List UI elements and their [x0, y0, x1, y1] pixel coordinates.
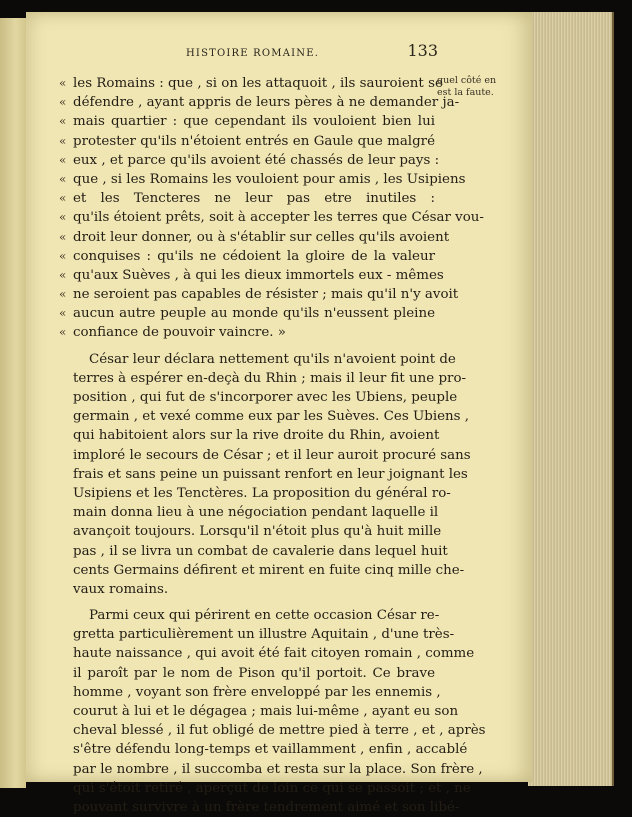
text-line: s'être défendu long-temps et vaillamment , enfin , accablé	[73, 742, 468, 758]
quote-mark: «	[59, 210, 67, 225]
page-number: 133	[407, 41, 438, 60]
quote-mark: «	[59, 248, 67, 263]
quote-mark: «	[59, 171, 67, 186]
quote-mark: «	[59, 287, 67, 302]
text-line: « que , si les Romains les vouloient pour amis , les Usipiens	[73, 170, 435, 189]
text-line: il paroît par le nom de Pison qu'il portoit. Ce brave	[73, 665, 435, 681]
text-line: vaux romains.	[73, 581, 169, 597]
text-line: qui habitoient alors sur la rive droite du Rhin, avoient	[73, 428, 440, 444]
text-line: César leur déclara nettement qu'ils n'avoient point de	[89, 351, 456, 367]
text-line: « et les Tencteres ne leur pas etre inutiles :	[73, 189, 435, 208]
text-line: cents Germains défirent et mirent en fuite cinq mille che-	[73, 562, 465, 578]
text-line: germain , et vexé comme eux par les Suèves. Ces Ubiens ,	[73, 409, 470, 425]
text-line: terres à espérer en-deçà du Rhin ; mais il leur fit une pro-	[73, 370, 467, 386]
text-line: « confiance de pouvoir vaincre. »	[73, 323, 435, 342]
text-line: « les Romains : que , si on les attaquoit , ils sauroient se	[73, 74, 435, 93]
quote-mark: «	[59, 306, 67, 321]
quote-mark: «	[59, 267, 67, 282]
quote-mark: «	[59, 114, 67, 129]
page-header	[60, 41, 438, 65]
running-title: HISTOIRE ROMAINE.	[186, 48, 320, 59]
text-line: Parmi ceux qui périrent en cette occasion César re-	[89, 608, 440, 624]
text-line: courut à lui et le dégagea ; mais lui-même , ayant eu son	[73, 704, 459, 719]
text-line: gretta particulièrement un illustre Aquitain , d'une très-	[73, 627, 455, 643]
text-line: avançoit toujours. Lorsqu'il n'étoit plus qu'à huit mille	[73, 524, 442, 540]
text-line: « aucun autre peuple au monde qu'ils n'eussent pleine	[73, 304, 435, 323]
facing-page-edge	[0, 18, 26, 788]
text-line: homme , voyant son frère enveloppé par les ennemis ,	[73, 684, 441, 700]
quote-mark: «	[59, 229, 67, 244]
quote-mark: «	[59, 76, 67, 90]
paragraph-pison	[73, 606, 486, 817]
margin-note: quel côté en est la faute.	[437, 75, 497, 98]
text-line: « droit leur donner, ou à s'établir sur celles qu'ils avoient	[73, 228, 435, 247]
text-line: cheval blessé , il fut obligé de mettre pied à terre , et , après	[73, 723, 486, 739]
book-page-edges	[528, 12, 614, 786]
text-line: pas , il se livra un combat de cavalerie dans lequel huit	[73, 543, 448, 559]
quote-mark: «	[59, 325, 67, 340]
text-line: par le nombre , il succomba et resta sur la place. Son frère ,	[73, 761, 483, 777]
text-line: « conquises : qu'ils ne cédoient la gloire de la valeur	[73, 247, 435, 266]
text-line: « défendre , ayant appris de leurs pères à ne demander ja-	[73, 93, 435, 112]
text-line: « mais quartier : que cependant ils vouloient bien lui	[73, 112, 435, 131]
text-line: qui s'étoit retiré , aperçut de loin ce qui se passoit ; et , ne	[73, 780, 471, 796]
text-line: position , qui fut de s'incorporer avec les Ubiens, peuple	[73, 390, 458, 405]
text-line: Usipiens et les Tenctères. La proposition du général ro-	[73, 485, 451, 501]
text-line: « protester qu'ils n'étoient entrés en Gaule que malgré	[73, 132, 435, 151]
text-line: « qu'ils étoient prêts, soit à accepter les terres que César vou-	[73, 208, 435, 227]
text-line: pouvant survivre à un frère tendrement aimé et son libé-	[73, 799, 460, 815]
text-line: haute naissance , qui avoit été fait citoyen romain , comme	[73, 646, 475, 662]
quote-mark: «	[59, 95, 67, 110]
text-line: « qu'aux Suèves , à qui les dieux immortels eux - mêmes	[73, 266, 435, 285]
quote-mark: «	[59, 152, 67, 167]
text-line: « ne seroient pas capables de résister ; mais qu'il n'y avoit	[73, 285, 435, 304]
text-line: main donna lieu à une négociation pendant laquelle il	[73, 505, 439, 521]
quote-mark: «	[59, 133, 67, 148]
text-line: imploré le secours de César ; et il leur auroit procuré sans	[73, 447, 471, 463]
text-line: « eux , et parce qu'ils avoient été chassés de leur pays :	[73, 151, 435, 170]
quote-mark: «	[59, 191, 67, 206]
paragraph-cesar	[73, 350, 471, 599]
text-line: frais et sans peine un puissant renfort en leur joignant les	[73, 466, 468, 482]
